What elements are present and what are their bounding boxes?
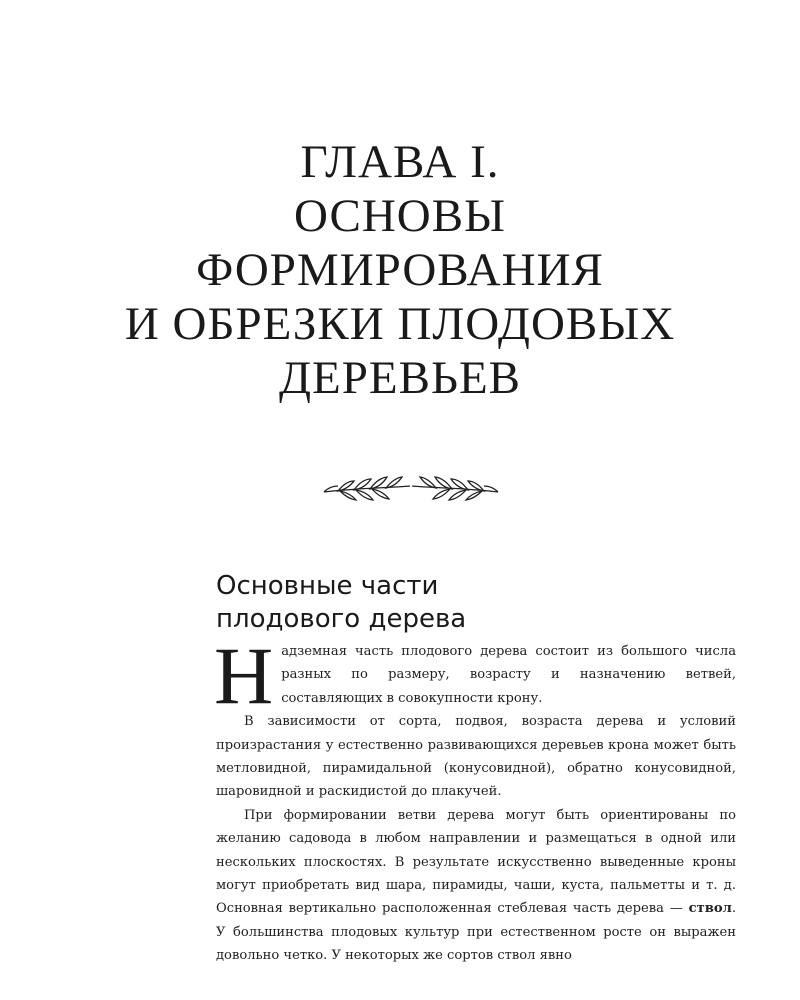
paragraph-text: При формировании ветви дерева могут быть ориентированы по желанию садовода в любом направлении и размещаться в одной или нескольких плоскостях. В результате искусственно выведенные кроны могут приобретать вид шара, пирамиды, чаши, куста, пальметты и т. д. Основная вертикально расположенная стеблевая часть дерева — — [216, 807, 736, 917]
chapter-title-line: ОСНОВЫ — [293, 190, 507, 242]
paragraph: В зависимости от сорта, подвоя, возраста дерева и условий произрастания у естественно развивающихся деревьев крона может быть метловидной, пирамидальной (конусовидной), обратно конусовидной, шаровидной и раскидистой до плакучей. — [216, 714, 736, 800]
paragraph-text: . У большинства плодовых культур при естественном росте он выражен довольно четко. У некоторых же сортов ствол явно — [216, 901, 736, 964]
drop-cap: Н — [214, 630, 274, 721]
paragraph — [214, 630, 736, 721]
paragraph-text: адземная часть плодового дерева состоит из большого числа разных по размеру, возрасту и назначению ветвей, составляющих в совокупности крону. — [281, 644, 736, 706]
chapter-title-line: ДЕРЕВЬЕВ — [278, 352, 521, 404]
body-text — [214, 630, 736, 968]
section-heading-line: плодового дерева — [216, 604, 467, 634]
chapter-title-line: ГЛАВА I. — [300, 136, 500, 188]
chapter-title-line: ФОРМИРОВАНИЯ — [196, 244, 604, 296]
chapter-title — [0, 135, 800, 405]
chapter-title-line: И ОБРЕЗКИ ПЛОДОВЫХ — [124, 298, 676, 350]
section-heading-line: Основные части — [216, 571, 439, 601]
section-heading — [216, 570, 466, 636]
bold-term: ствол — [688, 901, 732, 917]
paragraph — [216, 804, 736, 968]
laurel-branch-icon — [318, 470, 504, 506]
